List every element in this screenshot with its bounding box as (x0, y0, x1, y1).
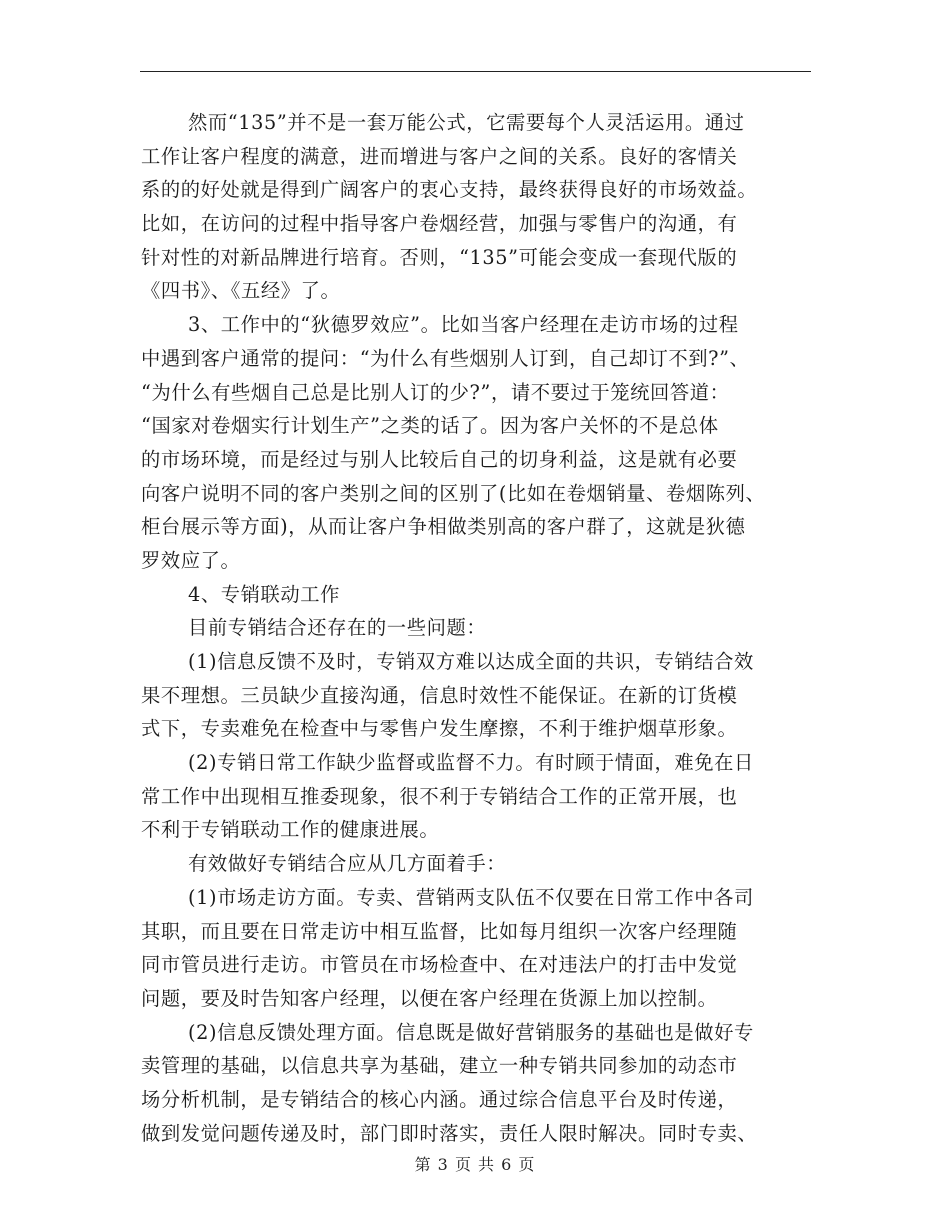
text-line: 针对性的对新品牌进行培育。否则，“135”可能会变成一套现代版的 (141, 245, 738, 269)
text-line: “为什么有些烟自己总是比别人订的少?”，请不要过于笼统回答道： (141, 380, 730, 404)
text-line: 有效做好专销结合应从几方面着手： (188, 852, 507, 876)
text-line: (2)信息反馈处理方面。信息既是做好营销服务的基础也是做好专 (188, 1020, 754, 1044)
text-line: 中遇到客户通常的提问：“为什么有些烟别人订到，自己却订不到?”、 (141, 346, 750, 370)
text-line: 卖管理的基础，以信息共享为基础，建立一种专销共同参加的动态市 (141, 1054, 738, 1078)
text-line: 问题，要及时告知客户经理，以便在客户经理在货源上加以控制。 (141, 986, 718, 1010)
header-rule (140, 71, 811, 72)
text-line: 场分析机制，是专销结合的核心内涵。通过综合信息平台及时传递， (141, 1087, 738, 1111)
text-line: (1)市场走访方面。专卖、营销两支队伍不仅要在日常工作中各司 (188, 885, 754, 909)
text-line: 4、专销联动工作 (188, 582, 341, 606)
text-line: 常工作中出现相互推委现象，很不利于专销结合工作的正常开展，也 (141, 784, 738, 808)
page-footer: 第 3 页 共 6 页 (414, 1155, 536, 1174)
text-line: 罗效应了。 (141, 548, 241, 572)
text-line: 3、工作中的“狄德罗效应”。比如当客户经理在走访市场的过程 (188, 313, 739, 337)
text-line: 《四书》、《五经》了。 (141, 279, 341, 303)
text-line: 做到发觉问题传递及时，部门即时落实，责任人限时解决。同时专卖、 (141, 1121, 758, 1145)
text-line: (1)信息反馈不及时，专销双方难以达成全面的共识，专销结合效 (188, 650, 754, 673)
text-line: 然而“135”并不是一套万能公式，它需要每个人灵活运用。通过 (188, 111, 745, 134)
text-line: 其职，而且要在日常走访中相互监督，比如每月组织一次客户经理随 (141, 919, 738, 943)
text-line: 系的的好处就是得到广阔客户的衷心支持，最终获得良好的市场效益。 (141, 178, 758, 202)
text-line: 柜台展示等方面)，从而让客户争相做类别高的客户群了，这就是狄德 (141, 515, 746, 539)
text-line: 目前专销结合还存在的一些问题： (188, 616, 487, 640)
text-line: 工作让客户程度的满意，进而增进与客户之间的关系。良好的客情关 (141, 144, 738, 168)
text-line: 同市管员进行走访。市管员在市场检查中、在对违法户的打击中发觉 (141, 953, 738, 977)
body-text (141, 106, 821, 1150)
text-line: 向客户说明不同的客户类别之间的区别了(比如在卷烟销量、卷烟陈列、 (141, 481, 766, 505)
text-line: 式下，专卖难免在检查中与零售户发生摩擦，不利于维护烟草形象。 (141, 717, 738, 741)
text-line: 比如，在访问的过程中指导客户卷烟经营，加强与零售户的沟通，有 (141, 212, 738, 236)
text-line: 的市场环境，而是经过与别人比较后自己的切身利益，这是就有必要 (141, 447, 738, 471)
text-line: “国家对卷烟实行计划生产”之类的话了。因为客户关怀的不是总体 (141, 414, 719, 438)
text-line: (2)专销日常工作缺少监督或监督不力。有时顾于情面，难免在日 (188, 751, 754, 775)
text-line: 果不理想。三员缺少直接沟通，信息时效性不能保证。在新的订货模 (141, 683, 738, 707)
text-line: 不利于专销联动工作的健康进展。 (141, 818, 440, 842)
